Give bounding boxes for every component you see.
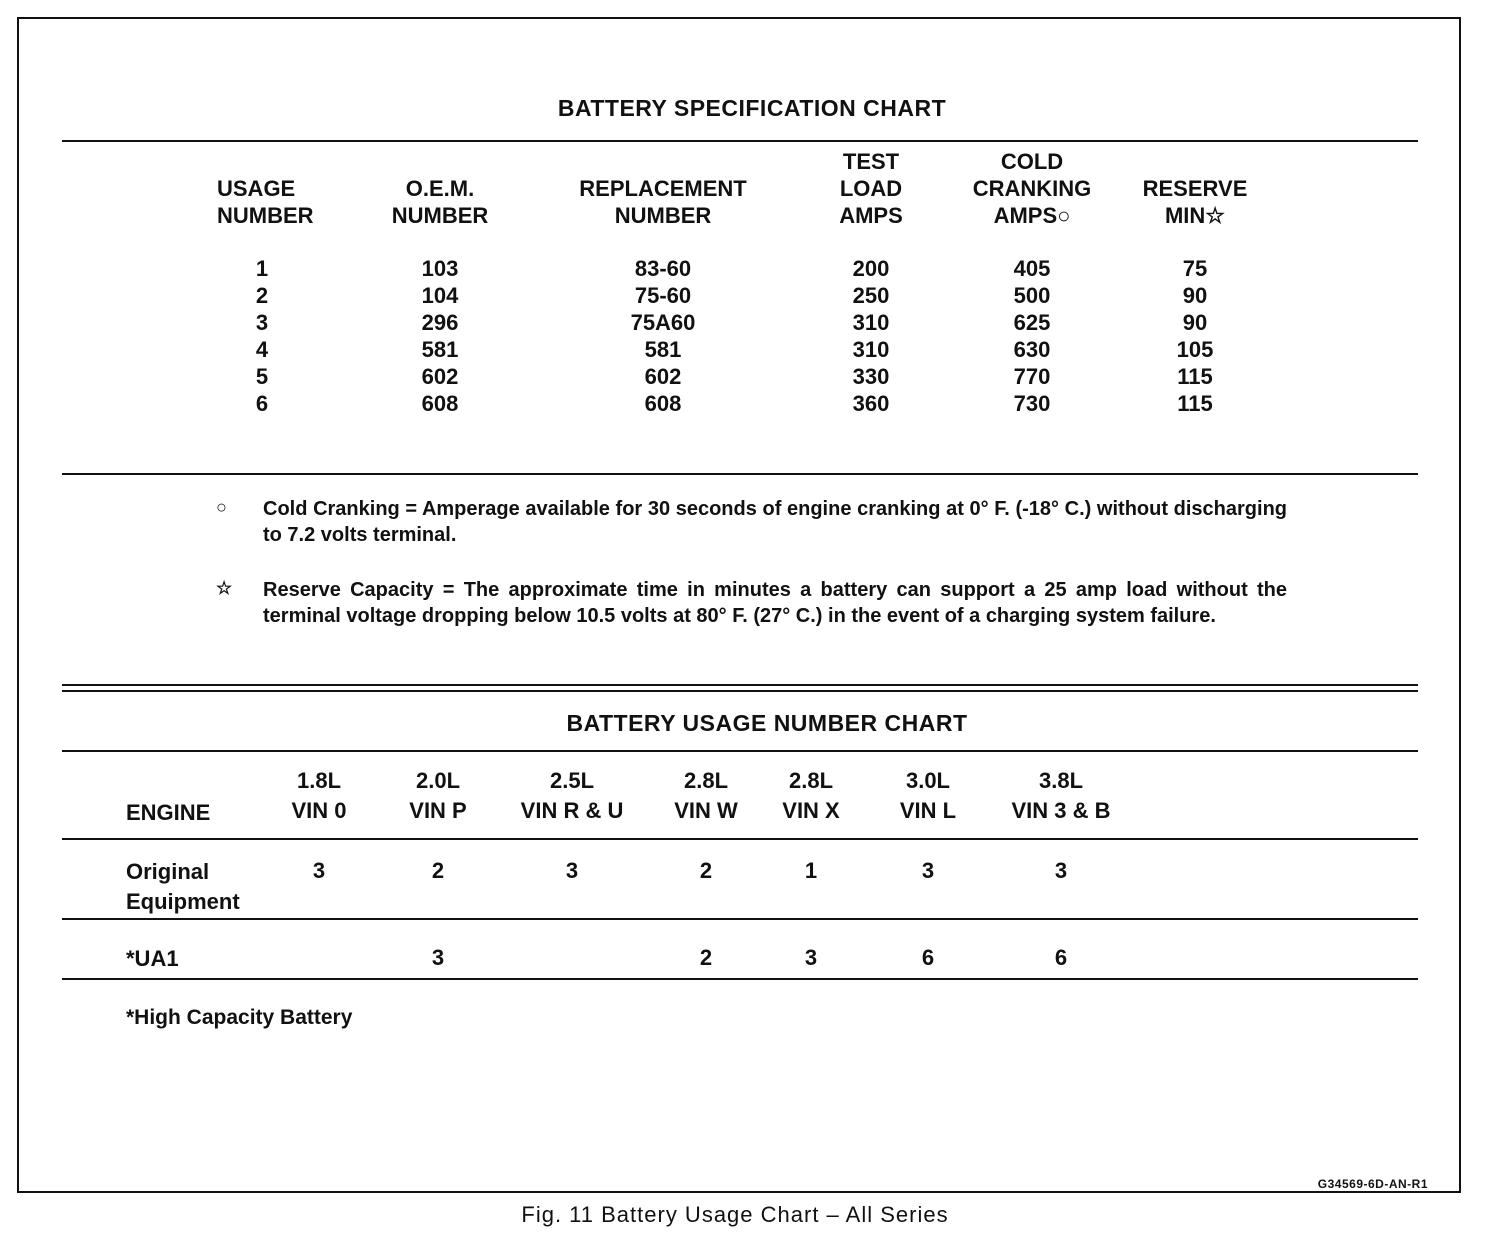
double-rule-top (62, 684, 1418, 686)
spec-cell-usage-number: 6 (255, 391, 269, 416)
header-usage-number: USAGE NUMBER (217, 176, 314, 228)
spec-cell-oem-number: 608 (421, 391, 459, 416)
spec-cell-test-load-amps: 360 (852, 391, 890, 416)
spec-cell-oem-number: 104 (421, 283, 459, 308)
spec-cell-replacement-number: 83-60 (634, 256, 692, 281)
spec-bottom-rule (62, 473, 1418, 475)
spec-cell-replacement-number: 75-60 (634, 283, 692, 308)
usage-cell: 6 (1054, 945, 1068, 970)
row-label-original-equipment: Original Equipment (126, 859, 240, 914)
usage-cell: 3 (921, 858, 935, 883)
spec-cell-reserve-min: 90 (1182, 310, 1208, 335)
usage-column-header: 2.8L VIN X (782, 768, 840, 823)
spec-cell-usage-number: 4 (255, 337, 269, 362)
usage-column-header: 1.8L VIN 0 (291, 768, 347, 823)
figure-caption: Fig. 11 Battery Usage Chart – All Series (521, 1202, 949, 1227)
usage-bottom-rule (62, 978, 1418, 980)
header-oem-number: O.E.M. NUMBER (391, 176, 489, 228)
spec-cell-reserve-min: 115 (1177, 391, 1213, 416)
spec-cell-replacement-number: 581 (644, 337, 682, 362)
spec-cell-cold-cranking-amps: 730 (1013, 391, 1051, 416)
usage-cell: 2 (699, 945, 713, 970)
spec-cell-replacement-number: 75A60 (630, 310, 696, 335)
usage-column-header: 2.0L VIN P (409, 768, 467, 823)
figure-code: G34569-6D-AN-R1 (1317, 1177, 1428, 1191)
spec-cell-cold-cranking-amps: 405 (1013, 256, 1051, 281)
spec-cell-cold-cranking-amps: 500 (1013, 283, 1051, 308)
spec-cell-usage-number: 3 (255, 310, 269, 335)
high-capacity-footnote: *High Capacity Battery (126, 1006, 353, 1029)
usage-chart-title: BATTERY USAGE NUMBER CHART (566, 710, 968, 736)
usage-row-rule (62, 918, 1418, 920)
spec-cell-test-load-amps: 200 (852, 256, 890, 281)
usage-column-header: 2.8L VIN W (674, 768, 738, 823)
spec-cell-cold-cranking-amps: 625 (1013, 310, 1051, 335)
spec-cell-cold-cranking-amps: 630 (1013, 337, 1051, 362)
usage-cell: 3 (804, 945, 818, 970)
header-reserve-min: RESERVE MIN☆ (1142, 176, 1248, 228)
header-test-load-amps: TEST LOAD AMPS (839, 149, 903, 228)
usage-cell: 2 (431, 858, 445, 883)
star-icon: ☆ (216, 578, 233, 598)
spec-cell-usage-number: 2 (255, 283, 269, 308)
double-rule-bottom (62, 690, 1418, 692)
spec-cell-oem-number: 602 (421, 364, 459, 389)
usage-cell: 3 (431, 945, 445, 970)
spec-cell-usage-number: 5 (255, 364, 269, 389)
note-cold-cranking: Cold Cranking = Amperage available for 30 seconds of engine cranking at 0° F. (-18° C.) without discharging to 7.2 volts terminal. (263, 498, 1287, 546)
usage-header-rule (62, 838, 1418, 840)
spec-cell-test-load-amps: 310 (852, 337, 890, 362)
usage-cell: 3 (1054, 858, 1068, 883)
spec-cell-reserve-min: 75 (1182, 256, 1208, 281)
spec-cell-test-load-amps: 310 (852, 310, 890, 335)
spec-chart-title: BATTERY SPECIFICATION CHART (557, 95, 947, 121)
usage-cell: 3 (312, 858, 326, 883)
spec-cell-replacement-number: 602 (644, 364, 682, 389)
spec-cell-oem-number: 581 (421, 337, 459, 362)
spec-cell-reserve-min: 105 (1176, 337, 1214, 362)
spec-cell-replacement-number: 608 (644, 391, 682, 416)
spec-cell-usage-number: 1 (255, 256, 269, 281)
row-label-ua1: *UA1 (126, 946, 179, 971)
usage-cell: 6 (921, 945, 935, 970)
usage-cell: 2 (699, 858, 713, 883)
note-reserve-capacity: Reserve Capacity = The approximate time in minutes a battery can support a 25 amp load without the terminal voltage dropping below 10.5 volts at 80° F. (27° C.) in the event of a charging system failure. (263, 579, 1287, 627)
spec-cell-test-load-amps: 250 (852, 283, 890, 308)
usage-title-rule (62, 750, 1418, 752)
spec-top-rule (62, 140, 1418, 142)
spec-cell-oem-number: 296 (421, 310, 459, 335)
circle-icon: ○ (216, 497, 227, 517)
spec-cell-test-load-amps: 330 (852, 364, 890, 389)
spec-cell-oem-number: 103 (421, 256, 459, 281)
spec-cell-cold-cranking-amps: 770 (1013, 364, 1051, 389)
usage-cell: 3 (565, 858, 579, 883)
usage-column-header: 3.8L VIN 3 & B (1011, 768, 1111, 823)
header-cold-cranking-amps: COLD CRANKING AMPS○ (972, 149, 1092, 228)
usage-column-header: 2.5L VIN R & U (520, 768, 624, 823)
usage-cell: 1 (804, 858, 818, 883)
usage-column-header: 3.0L VIN L (899, 768, 957, 823)
spec-cell-reserve-min: 115 (1177, 364, 1213, 389)
engine-label: ENGINE (126, 800, 211, 825)
header-replacement-number: REPLACEMENT NUMBER (579, 176, 747, 228)
spec-cell-reserve-min: 90 (1182, 283, 1208, 308)
